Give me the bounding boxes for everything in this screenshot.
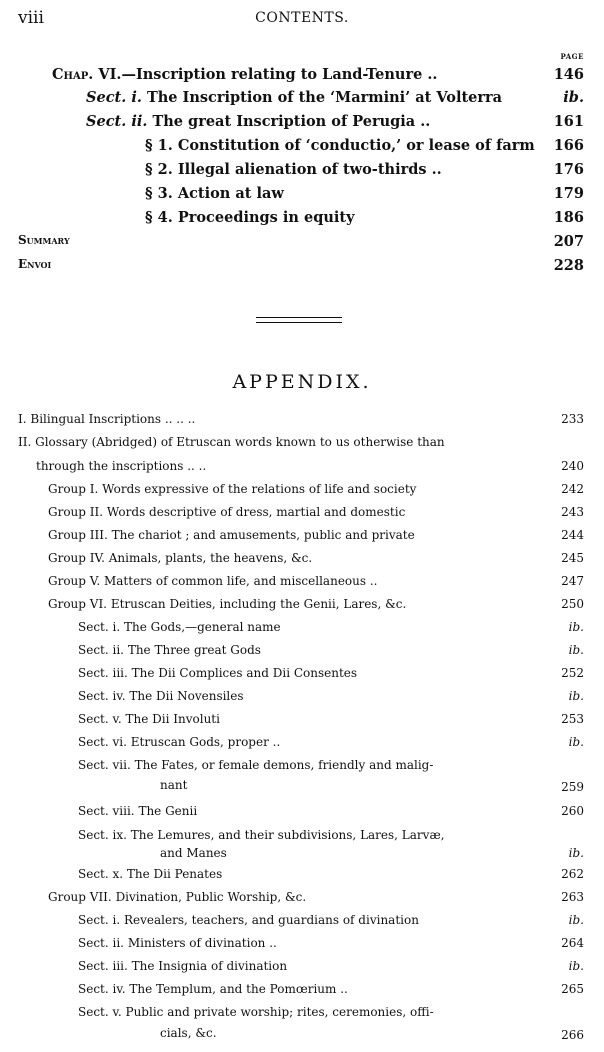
appendix-entry-text: The Genii: [138, 804, 198, 818]
toc-entry-page: 228: [553, 257, 584, 274]
appendix-entry: [78, 712, 220, 726]
appendix-entry: [48, 551, 312, 565]
toc-entry-page: ib.: [563, 89, 584, 106]
appendix-title: APPENDIX.: [232, 371, 372, 393]
appendix-entry-label: Sect. iv.: [78, 689, 126, 703]
appendix-entry: [78, 689, 244, 703]
appendix-entry-label: Group V.: [48, 574, 101, 588]
appendix-entry-label: Sect. v.: [78, 1005, 122, 1019]
toc-entry-label: Summary: [18, 233, 70, 247]
toc-entry-sect-2: [86, 113, 430, 130]
appendix-entry-page: 253: [561, 712, 584, 726]
appendix-entry-continuation: [160, 778, 187, 792]
toc-entry-text: The Inscription of the ‘Marmini’ at Volterra: [146, 89, 503, 106]
appendix-entry: [78, 982, 348, 996]
page-number-roman: viii: [18, 8, 44, 28]
appendix-entry-page: 260: [561, 804, 584, 818]
toc-entry-label: § 1.: [145, 137, 173, 154]
appendix-entry: [78, 913, 419, 927]
toc-entry-text: Illegal alienation of two-thirds ..: [177, 161, 442, 178]
appendix-entry-page: 259: [561, 780, 584, 794]
appendix-entry-text: and Manes: [160, 846, 227, 860]
appendix-entry-text: Divination, Public Worship, &c.: [115, 890, 307, 904]
appendix-entry-label: Sect. vi.: [78, 735, 127, 749]
appendix-entry-label: Sect. v.: [78, 712, 122, 726]
toc-entry-page: 207: [553, 233, 584, 250]
toc-entry-page: 186: [553, 209, 584, 226]
appendix-entry-page: ib.: [568, 846, 584, 860]
appendix-entry: [78, 936, 277, 950]
appendix-entry-label: Sect. ii.: [78, 643, 124, 657]
appendix-entry: [48, 890, 306, 904]
appendix-entry-label: Group VII.: [48, 890, 112, 904]
appendix-entry-continuation: [36, 459, 206, 473]
section-divider-top: [256, 317, 342, 318]
appendix-entry: [78, 620, 281, 634]
appendix-entry-text: Etruscan Gods, proper ..: [130, 735, 281, 749]
appendix-entry-text: The chariot ; and amusements, public and private: [111, 528, 415, 542]
toc-entry-sect-1: [86, 89, 502, 106]
appendix-entry-page: 233: [561, 412, 584, 426]
appendix-entry-label: Sect. x.: [78, 867, 124, 881]
appendix-entry: [78, 643, 261, 657]
toc-entry-page: 166: [553, 137, 584, 154]
appendix-entry-page: ib.: [568, 620, 584, 634]
appendix-entry: [78, 1005, 434, 1019]
toc-entry-label: Sect. ii.: [86, 113, 148, 130]
appendix-entry-text: Matters of common life, and miscellaneous ..: [103, 574, 378, 588]
appendix-entry-page: 264: [561, 936, 584, 950]
toc-entry-chap-6: [52, 66, 437, 83]
appendix-entry: [78, 666, 357, 680]
appendix-entry-label: Sect. vii.: [78, 758, 131, 772]
appendix-entry-text: The Lemures, and their subdivisions, Lares, Larvæ,: [130, 828, 445, 842]
appendix-entry-text: Ministers of divination ..: [127, 936, 277, 950]
toc-entry-page: 176: [553, 161, 584, 178]
appendix-entry-label: Sect. viii.: [78, 804, 135, 818]
appendix-entry-label: Sect. ii.: [78, 936, 124, 950]
toc-entry-para-1: [145, 137, 535, 154]
appendix-entry-page: ib.: [568, 689, 584, 703]
appendix-entry-label: Sect. i.: [78, 913, 121, 927]
section-divider-bottom: [256, 322, 342, 323]
appendix-entry: [78, 828, 445, 842]
appendix-entry-text: The Dii Novensiles: [129, 689, 244, 703]
appendix-entry-label: Sect. iv.: [78, 982, 126, 996]
appendix-entry-page: 250: [561, 597, 584, 611]
appendix-entry-text: Glossary (Abridged) of Etruscan words known to us otherwise than: [35, 435, 445, 449]
appendix-entry-text: cials, &c.: [160, 1026, 217, 1040]
appendix-entry-text: The Templum, and the Pomœrium ..: [129, 982, 348, 996]
appendix-entry-page: ib.: [568, 913, 584, 927]
appendix-entry: [78, 735, 280, 749]
appendix-entry: [18, 412, 195, 426]
appendix-entry: [48, 505, 405, 519]
appendix-entry-page: 243: [561, 505, 584, 519]
appendix-entry-text: through the inscriptions .. ..: [36, 459, 207, 473]
appendix-entry-text: Public and private worship; rites, ceremonies, offi-: [125, 1005, 434, 1019]
toc-entry-text: —Inscription relating to Land-Tenure ..: [121, 66, 438, 83]
toc-entry-label: § 3.: [145, 185, 173, 202]
appendix-entry-text: The Gods,—general name: [123, 620, 281, 634]
appendix-entry-text: Revealers, teachers, and guardians of divination: [123, 913, 419, 927]
appendix-entry: [48, 528, 415, 542]
appendix-entry-label: Group III.: [48, 528, 108, 542]
appendix-entry-page: 240: [561, 459, 584, 473]
appendix-entry-page: ib.: [568, 735, 584, 749]
appendix-entry: [78, 867, 222, 881]
appendix-entry: [78, 758, 433, 772]
appendix-entry: [18, 435, 445, 449]
appendix-entry-label: Group II.: [48, 505, 104, 519]
appendix-entry-label: I.: [18, 412, 27, 426]
appendix-entry-page: 242: [561, 482, 584, 496]
appendix-entry-text: The Dii Involuti: [125, 712, 220, 726]
appendix-entry-continuation: [160, 1026, 217, 1040]
toc-entry-text: Proceedings in equity: [177, 209, 355, 226]
appendix-entry-page: 252: [561, 666, 584, 680]
appendix-entry-text: Etruscan Deities, including the Genii, Lares, &c.: [110, 597, 407, 611]
appendix-entry-page: 266: [561, 1028, 584, 1042]
toc-entry-text: Constitution of ‘conductio,’ or lease of farm: [177, 137, 535, 154]
appendix-entry: [48, 597, 406, 611]
appendix-entry-text: The Fates, or female demons, friendly and malig-: [134, 758, 434, 772]
toc-entry-page: 179: [553, 185, 584, 202]
page-title: CONTENTS.: [255, 10, 349, 26]
appendix-entry-label: Sect. iii.: [78, 666, 128, 680]
appendix-entry-page: ib.: [568, 959, 584, 973]
appendix-entry-continuation: [160, 846, 227, 860]
toc-entry-page: 161: [553, 113, 584, 130]
appendix-entry-page: 265: [561, 982, 584, 996]
appendix-entry-page: 263: [561, 890, 584, 904]
page-column-label: PAGE: [560, 52, 584, 61]
appendix-entry-text: nant: [160, 778, 188, 792]
appendix-entry-label: Sect. ix.: [78, 828, 127, 842]
appendix-entry-label: Sect. i.: [78, 620, 121, 634]
appendix-entry-label: II.: [18, 435, 32, 449]
toc-entry-para-2: [145, 161, 442, 178]
appendix-entry-text: The Insignia of divination: [131, 959, 288, 973]
appendix-entry-text: Words descriptive of dress, martial and domestic: [106, 505, 406, 519]
appendix-entry-page: 247: [561, 574, 584, 588]
appendix-entry-text: Words expressive of the relations of life and society: [102, 482, 417, 496]
appendix-entry-text: Bilingual Inscriptions .. .. ..: [30, 412, 196, 426]
appendix-entry-page: ib.: [568, 643, 584, 657]
appendix-entry-label: Group I.: [48, 482, 99, 496]
appendix-entry-text: The Dii Complices and Dii Consentes: [131, 666, 358, 680]
appendix-entry-page: 244: [561, 528, 584, 542]
toc-entry-para-4: [145, 209, 355, 226]
toc-entry-summary: [18, 233, 70, 247]
appendix-entry-text: The Dii Penates: [126, 867, 223, 881]
toc-entry-para-3: [145, 185, 284, 202]
appendix-entry-text: Animals, plants, the heavens, &c.: [108, 551, 313, 565]
appendix-entry: [78, 959, 287, 973]
toc-entry-envoi: [18, 257, 51, 271]
appendix-entry-label: Group IV.: [48, 551, 105, 565]
appendix-entry: [48, 574, 377, 588]
toc-entry-label: Envoi: [18, 257, 52, 271]
appendix-entry-text: The Three great Gods: [127, 643, 261, 657]
appendix-entry-page: 262: [561, 867, 584, 881]
toc-entry-label: § 4.: [145, 209, 173, 226]
appendix-entry-label: Group VI.: [48, 597, 107, 611]
toc-entry-label: § 2.: [145, 161, 173, 178]
appendix-entry-page: 245: [561, 551, 584, 565]
toc-entry-page: 146: [553, 66, 584, 83]
appendix-entry: [48, 482, 416, 496]
toc-entry-label: Sect. i.: [86, 89, 142, 106]
toc-entry-text: The great Inscription of Perugia ..: [152, 113, 431, 130]
toc-entry-text: Action at law: [177, 185, 284, 202]
appendix-entry-label: Sect. iii.: [78, 959, 128, 973]
appendix-entry: [78, 804, 197, 818]
toc-entry-label: Chap. VI.: [52, 66, 122, 83]
